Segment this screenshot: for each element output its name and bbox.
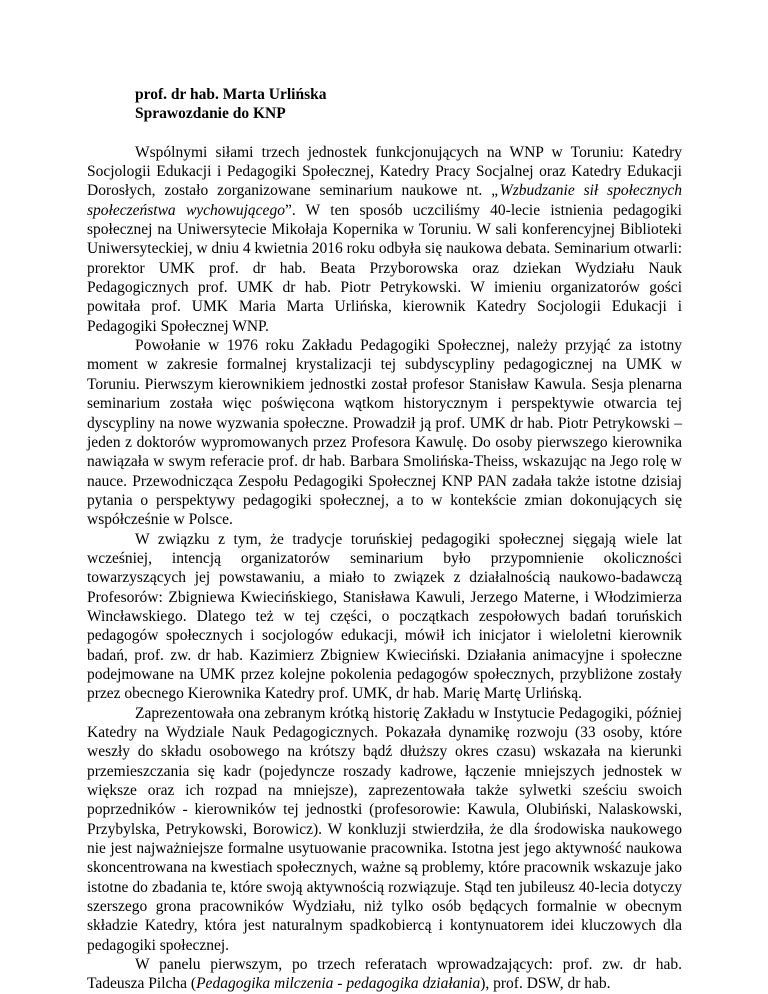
paragraph-1 bbox=[87, 143, 682, 336]
document-body bbox=[87, 85, 682, 994]
lecture-title: Pedagogika milczenia - pedagogika działania bbox=[196, 975, 481, 993]
header-spacer bbox=[87, 124, 682, 143]
paragraph-3: W związku z tym, że tradycje toruńskiej pedagogiki społecznej sięgają wiele lat wcześniej, intencją organizatorów seminarium było przypomnienie okoliczności towarzyszących jej powstawaniu, a miało to związek z działalnością naukowo-badawczą Profesorów: Zbigniewa Kwiecińskiego, Stanisława Kawuli, Jerzego Materne, i Włodzimierza Wincławskiego. Dlatego też w tej części, o początkach zespołowych badań toruńskich pedagogów społecznych i socjologów edukacji, mówił ich inicjator i wieloletni kierownik badań, prof. zw. dr hab. Kazimierz Zbigniew Kwieciński. Działania animacyjne i społeczne podejmowane na UMK przez kolejne pokolenia pedagogów społecznych, przybliżone zostały przez obecnego Kierownika Katedry prof. UMK, dr hab. Marię Martę Urlińską. bbox=[87, 530, 682, 703]
author-line: prof. dr hab. Marta Urlińska bbox=[135, 86, 327, 103]
document-header bbox=[135, 85, 682, 124]
paragraph-5-text-after: ), prof. DSW, dr hab. bbox=[480, 975, 611, 993]
paragraph-5-text-before: W panelu pierwszym, po trzech referatach wprowadzających: prof. zw. dr hab. Tadeusza Pilcha ( bbox=[87, 956, 682, 993]
paragraph-4: Zaprezentowała ona zebranym krótką historię Zakładu w Instytucie Pedagogiki, później Katedry na Wydziale Nauk Pedagogicznych. Pokazała dynamikę rozwoju (33 osoby, które weszły do składu osobowego na krótszy bądź dłuższy okres czasu) wskazała na kierunki przemieszczania się kadr (pojedyncze roszady kadrowe, łączenie mniejszych jednostek w większe oraz ich rozpad na mniejsze), zaprezentowała także sylwetki sześciu swoich poprzedników - kierowników tej jednostki (profesorowie: Kawula, Olubiński, Nalaskowski, Przybylska, Petrykowski, Borowicz). W konkluzji stwierdziła, że dla środowiska naukowego nie jest najważniejsze formalne usytuowanie pracownika. Istotna jest jego aktywność naukowa skoncentrowana na kwestiach społecznych, ważne są problemy, które pracownik wskazuje jako istotne do zbadania te, które swoją aktywnością rozwiązuje. Stąd ten jubileusz 40-lecia dotyczy szerszego grona pracowników Wydziału, niż tylko osób będących formalnie w obecnym składzie Katedry, która jest naturalnym spadkobiercą i kontynuatorem idei kluczowych dla pedagogiki społecznej. bbox=[87, 704, 682, 954]
paragraph-5 bbox=[87, 955, 682, 994]
seminar-title: „Wzbudzanie sił społecznych społeczeństwa wychowującego bbox=[87, 182, 682, 219]
paragraph-1-text-before: Wspólnymi siłami trzech jednostek funkcjonujących na WNP w Toruniu: Katedry Socjologii Edukacji i Pedagogiki Społecznej, Katedry Pracy Socjalnej oraz Katedry Edukacji Dorosłych, zostało zorganizowane seminarium naukowe nt. bbox=[87, 143, 682, 200]
paragraph-1-text-after: ”. W ten sposób uczciliśmy 40-lecie istnienia pedagogiki społecznej na Uniwersytecie Mikołaja Kopernika w Toruniu. W sali konferencyjnej Biblioteki Uniwersyteckiej, w dniu 4 kwietnia 2016 roku odbyła się naukowa debata. Seminarium otwarli: prorektor UMK prof. dr hab. Beata Przyborowska oraz dziekan Wydziału Nauk Pedagogicznych prof. UMK dr hab. Piotr Petrykowski. W imieniu organizatorów gości powitała prof. UMK Maria Marta Urlińska, kierownik Katedry Socjologii Edukacji i Pedagogiki Społecznej WNP. bbox=[87, 201, 682, 335]
paragraph-2: Powołanie w 1976 roku Zakładu Pedagogiki Społecznej, należy przyjąć za istotny moment w zakresie formalnej krystalizacji tej subdyscypliny pedagogicznej na UMK w Toruniu. Pierwszym kierownikiem jednostki został profesor Stanisław Kawula. Sesja plenarna seminarium została więc poświęcona wątkom historycznym i perspektywie otwarcia tej dyscypliny na nowe wyzwania społeczne. Prowadził ją prof. UMK dr hab. Piotr Petrykowski – jeden z doktorów wypromowanych przez Profesora Kawulę. Do osoby pierwszego kierownika nawiązała w swym referacie prof. dr hab. Barbara Smolińska-Theiss, wskazując na Jego rolę w nauce. Przewodnicząca Zespołu Pedagogiki Społecznej KNP PAN zadała także istotne dzisiaj pytania o perspektywy pedagogiki społecznej, a to w kontekście zmian dokonujących się współcześnie w Polsce. bbox=[87, 337, 682, 529]
report-title: Sprawozdanie do KNP bbox=[135, 105, 286, 123]
